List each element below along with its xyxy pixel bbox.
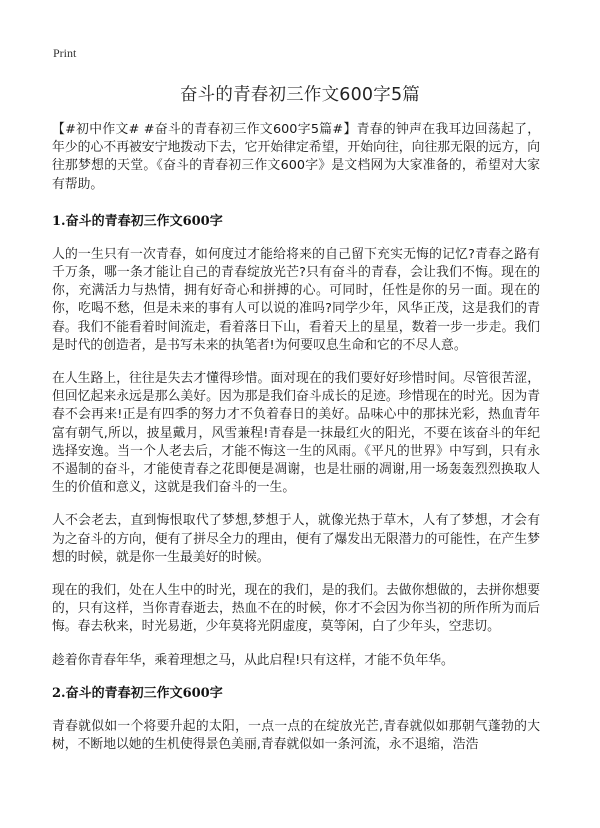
print-label: Print [53,46,77,60]
section-heading-1: 1.奋斗的青春初三作文600字 [52,213,223,229]
section-2-paragraph: 青春就似如一个将要升起的太阳，一点一点的在绽放光芒,青春就似如那朝气蓬勃的大树，不断地以她的生机使得景色美丽,青春就似如一条河流，永不退缩，浩浩 [52,718,540,753]
intro-paragraph: 【#初中作文# #奋斗的青春初三作文600字5篇#】青春的钟声在我耳边回荡起了，年少的心不再被安宁地拨动下去，它开始律定希望，开始向往，向往那无限的远方，向往那梦想的天堂。《奋斗的青春初三作文600字》是文档网为大家准备的，希望对大家有帮助。 [52,122,540,192]
page-title: 奋斗的青春初三作文600字5篇 [179,85,421,105]
section-1-paragraph: 人不会老去，直到悔恨取代了梦想,梦想于人，就像光热于草木，人有了梦想，才会有为之奋斗的方向，便有了拼尽全力的理由，便有了爆发出无限潜力的可能性，在产生梦想的时候，就是你一生最美好的时候。 [52,513,540,565]
article-body [52,121,540,769]
section-1-paragraph: 现在的我们，处在人生中的时光，现在的我们，是的我们。去做你想做的，去拼你想要的，只有这样，当你青春逝去，热血不在的时候，你才不会因为你当初的所作所为而后悔。春去秋来，时光易逝，少年莫将光阴虚度，莫等闲，白了少年头，空悲切。 [52,583,540,635]
section-1-paragraph: 人的一生只有一次青春，如何度过才能给将来的自己留下充实无悔的记忆?青春之路有千万条，哪一条才能让自己的青春绽放光芒?只有奋斗的青春，会让我们不悔。现在的你，充满活力与热情，拥有好奇心和拼搏的心。可同时，任性是你的另一面。现在的你，吃喝不愁，但是未来的事有人可以说的准吗?同学少年，风华正茂，这是我们的青春。我们不能看着时间流走，看着落日下山，看着天上的星星，数着一步一步走。我们是时代的创造者，是书写未来的执笔者!为何要叹息生命和它的不尽人意。 [52,246,540,353]
section-heading-2: 2.奋斗的青春初三作文600字 [52,685,223,701]
section-1-paragraph: 趁着你青春年华，乘着理想之马，从此启程!只有这样，才能不负年华。 [52,652,454,668]
section-1-paragraph: 在人生路上，往往是失去才懂得珍惜。面对现在的我们要好好珍惜时间。尽管很苦涩，但回忆起来永远是那么美好。因为那是我们奋斗成长的足迹。珍惜现在的时光。因为青春不会再来!正是有四季的努力才不负着春日的美好。品味心中的那抹光彩，热血青年富有朝气,所以，披星戴月，风雪兼程!青春是一抹最红火的阳光，不要在该奋斗的年纪选择安逸。当一个人老去后，才能不悔这一生的风雨。《平凡的世界》中写到，只有永不遏制的奋斗，才能使青春之花即便是凋谢，也是壮丽的凋谢,用一场轰轰烈烈换取人生的价值和意义，这就是我们奋斗的一生。 [52,371,540,496]
